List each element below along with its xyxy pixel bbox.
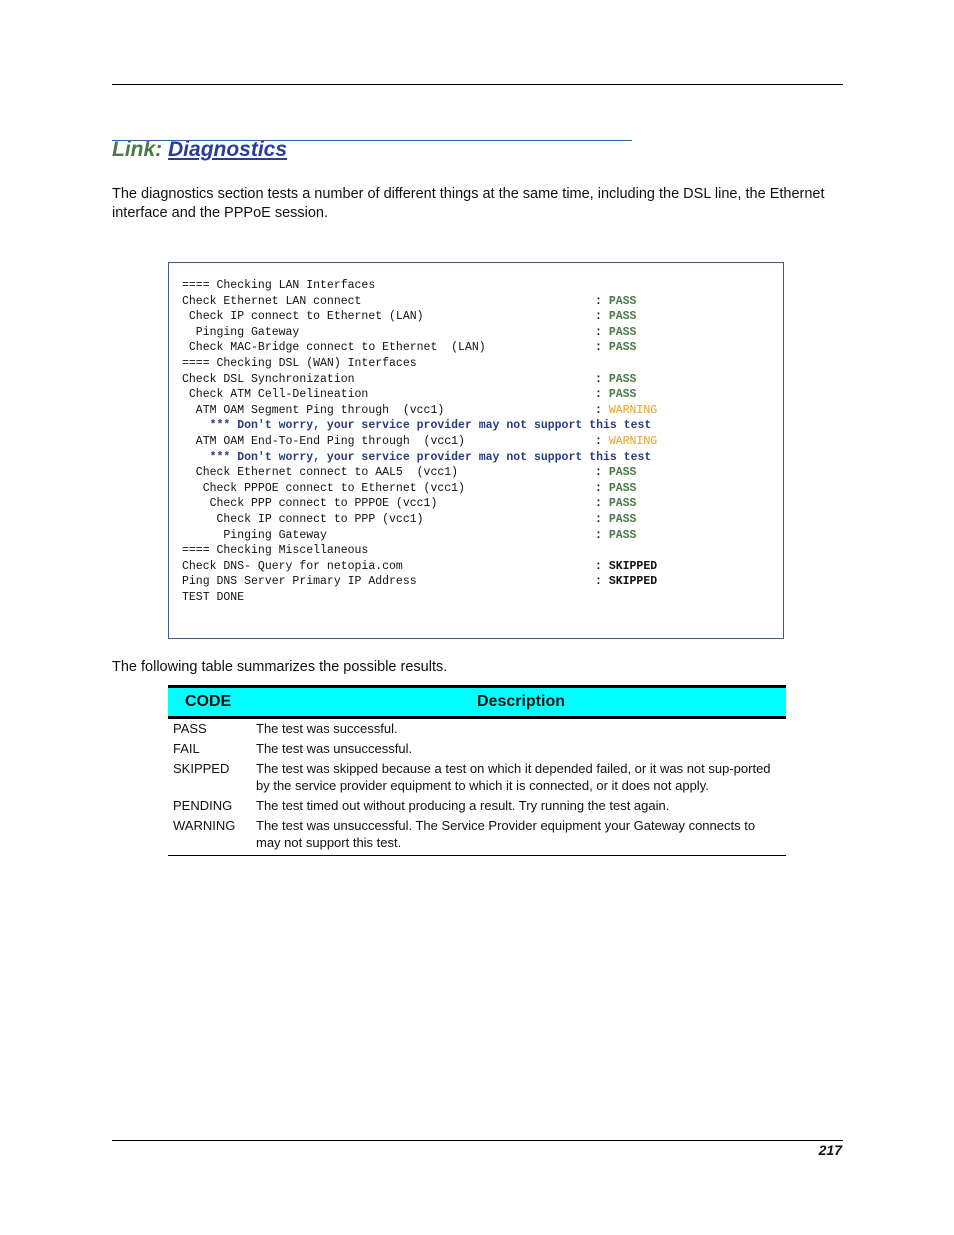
console-line-text: Check IP connect to Ethernet (LAN)	[182, 310, 424, 324]
status-colon: :	[595, 434, 602, 448]
status-colon: :	[595, 325, 602, 339]
status-value: SKIPPED	[608, 559, 658, 573]
console-status	[595, 512, 636, 528]
table-row	[168, 816, 786, 856]
status-colon: :	[595, 341, 602, 355]
result-description: The test was unsuccessful.	[256, 741, 413, 756]
console-line-text: TEST DONE	[182, 590, 245, 604]
result-description: The test was skipped because a test on which it depended failed, or it was not sup-ported by the service provider equipment to which it is connected, or it does not apply.	[256, 761, 771, 793]
heading-prefix: Link:	[112, 138, 163, 161]
console-line-text: Check DNS- Query for netopia.com	[182, 559, 403, 573]
result-code: PENDING	[173, 798, 233, 813]
status-value: PASS	[608, 310, 637, 324]
console-status	[595, 465, 636, 481]
console-status	[595, 574, 657, 590]
status-value: PASS	[608, 481, 637, 495]
status-value: PASS	[608, 528, 637, 542]
status-colon: :	[595, 528, 602, 542]
status-value: PASS	[608, 466, 637, 480]
status-colon: :	[595, 294, 602, 308]
status-value: WARNING	[608, 434, 658, 448]
console-line-text: *** Don't worry, your service provider may not support this test	[182, 419, 652, 433]
status-value: PASS	[608, 388, 637, 402]
summary-paragraph: The following table summarizes the possible results.	[112, 659, 448, 675]
intro-paragraph: The diagnostics section tests a number of different things at the same time, including the DSL line, the Ethernet interface and the PPPoE session.	[112, 186, 825, 221]
heading-title: Diagnostics	[168, 138, 288, 161]
console-status	[595, 372, 636, 388]
results-table	[168, 685, 786, 856]
result-code: PASS	[173, 721, 207, 736]
status-value: PASS	[608, 325, 637, 339]
console-line-text: Ping DNS Server Primary IP Address	[182, 575, 417, 589]
code-column-header: CODE	[168, 687, 256, 718]
console-line-text: ATM OAM End-To-End Ping through (vcc1)	[182, 434, 465, 448]
status-colon: :	[595, 403, 602, 417]
result-code: WARNING	[168, 816, 256, 856]
status-colon: :	[595, 372, 602, 386]
table-row	[168, 796, 786, 816]
results-header-row	[168, 687, 786, 718]
result-description: The test was successful.	[256, 721, 398, 736]
console-line-text: Check MAC-Bridge connect to Ethernet (LAN)	[182, 341, 486, 355]
console-line-text: Check Ethernet connect to AAL5 (vcc1)	[182, 466, 459, 480]
console-line-text: ==== Checking Miscellaneous	[182, 544, 369, 558]
console-status	[595, 481, 636, 497]
status-colon: :	[595, 559, 602, 573]
console-status	[595, 559, 657, 575]
results-body	[168, 718, 786, 856]
table-row	[168, 759, 786, 796]
status-colon: :	[595, 512, 602, 526]
status-value: WARNING	[608, 403, 658, 417]
console-status	[595, 528, 636, 544]
result-code: FAIL	[173, 741, 200, 756]
page-number: 217	[818, 1142, 842, 1158]
console-line-text: Pinging Gateway	[182, 325, 300, 339]
status-colon: :	[595, 497, 602, 511]
console-line-text: Check DSL Synchronization	[182, 372, 355, 386]
table-row	[168, 739, 786, 759]
status-value: PASS	[608, 341, 637, 355]
footer-rule	[112, 1140, 843, 1141]
console-status	[595, 496, 636, 512]
console-status	[595, 309, 636, 325]
status-value: SKIPPED	[608, 575, 658, 589]
console-status	[595, 434, 657, 450]
status-colon: :	[595, 310, 602, 324]
result-description: The test timed out without producing a result. Try running the test again.	[256, 798, 670, 813]
header-rule	[112, 84, 843, 85]
console-line-text: ATM OAM Segment Ping through (vcc1)	[182, 403, 445, 417]
description-column-header: Description	[256, 687, 786, 718]
console-status	[595, 294, 636, 310]
console-line-text: Check Ethernet LAN connect	[182, 294, 362, 308]
status-value: PASS	[608, 372, 637, 386]
status-colon: :	[595, 481, 602, 495]
console-status	[595, 387, 636, 403]
console-line-text: Check PPPOE connect to Ethernet (vcc1)	[182, 481, 465, 495]
console-line-text: *** Don't worry, your service provider may not support this test	[182, 450, 652, 464]
status-value: PASS	[608, 512, 637, 526]
console-line-text: ==== Checking LAN Interfaces	[182, 279, 376, 292]
console-line-text: Check PPP connect to PPPOE (vcc1)	[182, 497, 438, 511]
page-title	[112, 138, 287, 162]
console-line-text: Check IP connect to PPP (vcc1)	[182, 512, 424, 526]
status-colon: :	[595, 388, 602, 402]
status-value: PASS	[608, 294, 637, 308]
status-value: PASS	[608, 497, 637, 511]
result-code: SKIPPED	[173, 761, 230, 776]
status-colon: :	[595, 466, 602, 480]
table-row	[168, 718, 786, 740]
console-line-text: Pinging Gateway	[182, 528, 327, 542]
result-description: The test was unsuccessful. The Service Provider equipment your Gateway connects to may not support this test.	[256, 816, 786, 856]
diagnostics-console	[168, 262, 784, 639]
console-status	[595, 325, 636, 341]
console-line-text: Check ATM Cell-Delineation	[182, 388, 369, 402]
status-colon: :	[595, 575, 602, 589]
console-status	[595, 403, 657, 419]
console-line-text: ==== Checking DSL (WAN) Interfaces	[182, 356, 417, 370]
console-status	[595, 340, 636, 356]
